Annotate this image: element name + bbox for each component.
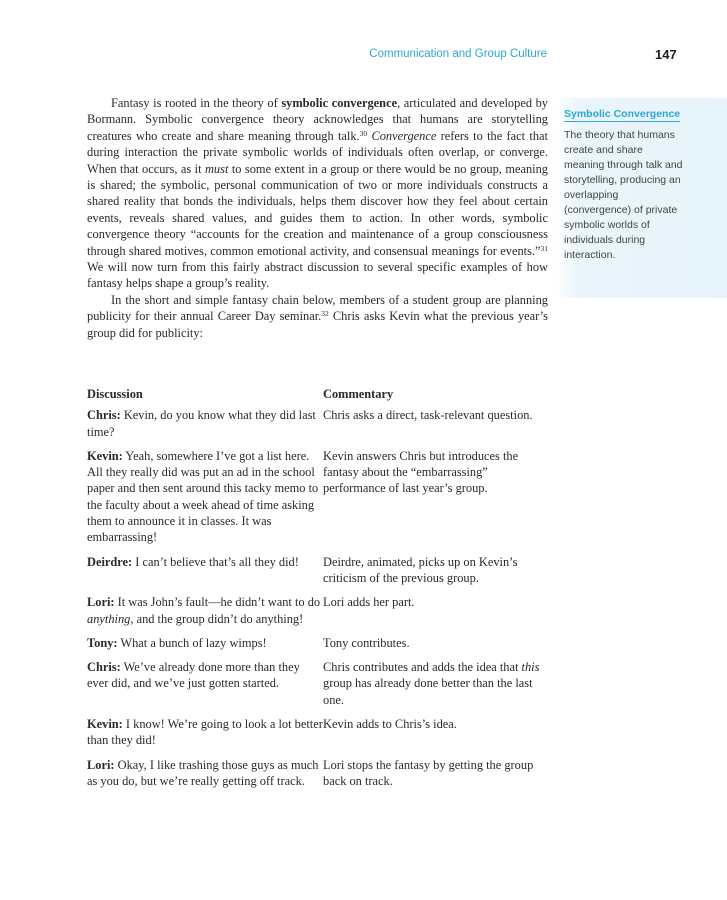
commentary-cell: Chris asks a direct, task-relevant question. <box>323 408 533 423</box>
endnote-ref: 32 <box>321 309 329 319</box>
discussion-cell: Chris: We’ve already done more than they ever did, and we’ve just gotten started. <box>87 660 300 691</box>
commentary-cell: Chris contributes and adds the idea that this group has already done better than the last one. <box>323 660 540 707</box>
commentary-cell: Deirdre, animated, picks up on Kevin’s criticism of the previous group. <box>323 554 518 585</box>
speaker: Chris: <box>87 660 121 675</box>
margin-definition-text: The theory that humans create and share meaning through talk and storytelling, producing an overlapping (convergence) of private symbolic worlds of individuals during interaction. <box>564 129 683 261</box>
dialogue-row <box>87 716 549 749</box>
running-header: Communication and Group Culture <box>369 48 547 60</box>
commentary-header: Commentary <box>323 387 394 401</box>
commentary-cell: Lori adds her part. <box>323 595 415 610</box>
discussion-cell: Deirdre: I can’t believe that’s all they did! <box>87 554 299 569</box>
body-text <box>87 95 548 341</box>
discussion-cell: Kevin: Yeah, somewhere I’ve got a list here. All they really did was put an ad in the school paper and then sent around this tacky memo to the faculty about a week ahead of time asking them to announce it in classes. It was embarrassing! <box>87 448 319 545</box>
dialogue-row <box>87 659 549 708</box>
speaker: Lori: <box>87 757 115 772</box>
paragraph-2: In the short and simple fantasy chain below, members of a student group are planning publicity for their annual Career Day seminar.$^{32}$ Chris asks Kevin what the previous year’s group did for publicity: <box>87 292 548 340</box>
commentary-cell: Kevin answers Chris but introduces the fantasy about the “embarrassing” performance of last year’s group. <box>323 448 519 496</box>
endnote-ref: 30 <box>359 128 368 138</box>
dialogue-row <box>87 635 549 651</box>
dialogue-row <box>87 594 549 627</box>
margin-definition <box>557 98 727 298</box>
discussion-header: Discussion <box>87 387 143 401</box>
dialogue-row <box>87 407 549 440</box>
dialogue-table <box>87 386 549 797</box>
discussion-cell: Lori: It was John’s fault—he didn’t want to do anything, and the group didn’t do anything! <box>87 595 321 626</box>
dialogue-row <box>87 448 549 546</box>
margin-term: Symbolic Convergence <box>564 108 681 120</box>
commentary-cell: Tony contributes. <box>323 635 410 650</box>
endnote-ref: 31 <box>540 243 548 253</box>
discussion-cell: Lori: Okay, I like trashing those guys as much as you do, but we’re really getting off track. <box>87 757 319 788</box>
discussion-cell: Chris: Kevin, do you know what they did last time? <box>87 408 316 439</box>
dialogue-row <box>87 757 549 790</box>
commentary-cell: Lori stops the fantasy by getting the group back on track. <box>323 757 534 788</box>
key-term: symbolic convergence <box>281 96 398 110</box>
speaker: Kevin: <box>87 448 123 463</box>
commentary-cell: Kevin adds to Chris’s idea. <box>323 717 457 732</box>
speaker: Tony: <box>87 635 118 650</box>
speaker: Kevin: <box>87 717 123 732</box>
paragraph-1: Fantasy is rooted in the theory of symbolic convergence, articulated and developed by Bormann. Symbolic convergence theory acknowledges that humans are storytelling creatures who create and share meaning through talk.$^{30}$ Convergence refers to the fact that during interaction the private symbolic worlds of individuals often overlap, or converge. When that occurs, as it must to some extent in a group or there would be no group, meaning is shared; the symbolic, personal communication of two or more individuals constructs a shared reality that bonds the individuals, helps them discover how they feel about certain events, reveals shared values, and guides them to action. In other words, symbolic convergence theory “accounts for the creation and maintenance of a group consciousness through shared motives, common emotional activity, and consensual meanings for events.”$^{31}$ We will now turn from this fairly abstract discussion to several specific examples of how fantasy helps shape a group’s reality. <box>87 96 548 291</box>
page-number: 147 <box>655 47 677 62</box>
discussion-cell: Tony: What a bunch of lazy wimps! <box>87 635 267 650</box>
speaker: Deirdre: <box>87 554 133 569</box>
discussion-cell: Kevin: I know! We’re going to look a lot better than they did! <box>87 717 323 748</box>
speaker: Chris: <box>87 408 121 423</box>
speaker: Lori: <box>87 595 115 610</box>
dialogue-row <box>87 554 549 587</box>
dialogue-header-row <box>87 386 549 402</box>
